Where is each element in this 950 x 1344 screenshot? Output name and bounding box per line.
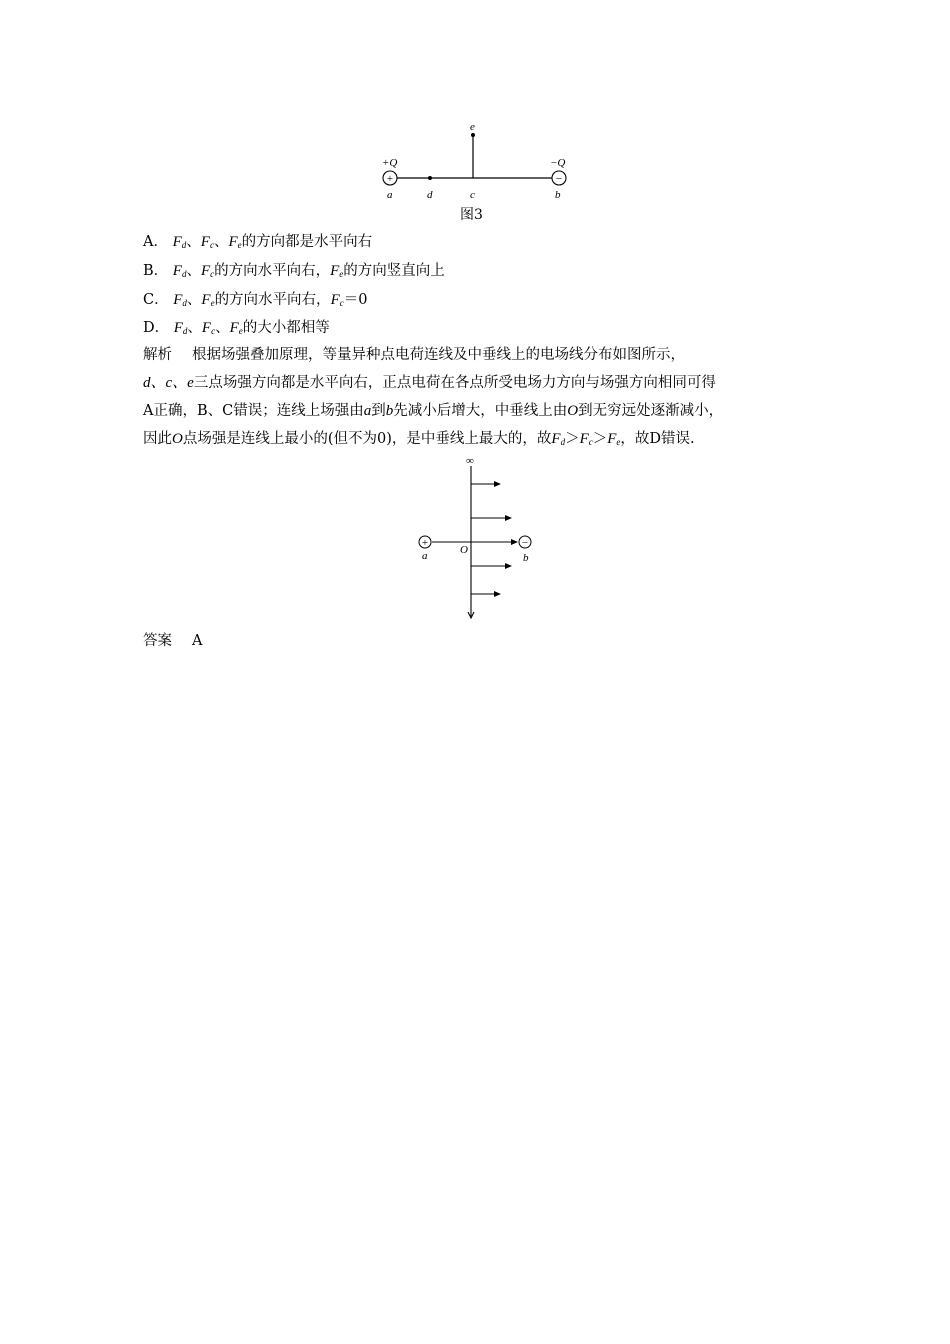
point-e	[471, 133, 475, 137]
option-d: D． $F_d$、$F_c$、$F_e$的大小都相等	[143, 320, 330, 336]
figure-caption: 图3	[460, 207, 483, 223]
label-b: b	[555, 189, 561, 201]
positive-sign: +	[421, 537, 429, 549]
label-e: e	[470, 121, 475, 133]
option-b-label: B．	[143, 263, 169, 279]
analysis-line-1: 解析 根据场强叠加原理，等量异种点电荷连线及中垂线上的电场线分布如图所示，	[143, 347, 685, 363]
label-c: c	[470, 189, 475, 201]
label-a: a	[387, 189, 393, 201]
analysis-line-3: A正确，B、C错误；连线上场强由a到b先减小后增大，中垂线上由O到无穷远处逐渐减小，	[143, 403, 724, 419]
option-d-label: D．	[143, 320, 170, 336]
option-c: C． $F_d$、$F_e$的方向水平向右，$F_c=0$	[143, 292, 368, 308]
option-c-text: 的方向水平向右，	[214, 292, 331, 308]
analysis-line-2: d、c、e三点场强方向都是水平向右，正点电荷在各点所受电场力方向与场强方向相同可得	[143, 375, 716, 391]
field-lines-diagram	[412, 452, 542, 622]
label-o: O	[460, 544, 468, 556]
label-a: a	[422, 550, 428, 562]
positive-sign: +	[386, 173, 394, 185]
figure-3-diagram	[370, 118, 590, 202]
negative-sign: −	[555, 173, 563, 185]
label-b: b	[523, 552, 529, 564]
negative-sign: −	[521, 537, 529, 549]
answer-line	[143, 631, 202, 651]
analysis-heading: 解析	[143, 347, 172, 363]
analysis-line-4: 因此O点场强是连线上最小的(但不为0)，是中垂线上最大的，故$F_d>F_c>F_e$，故D错误.	[143, 431, 695, 447]
option-d-text: 的大小都相等	[242, 320, 330, 336]
answer-value: A	[192, 633, 203, 649]
option-b: B． $F_d$、$F_c$的方向水平向右，$F_e$的方向竖直向上	[143, 263, 445, 279]
option-a-text: 的方向都是水平向右	[241, 234, 373, 250]
option-a: A． $F_d$、$F_c$、$F_e$的方向都是水平向右	[143, 234, 373, 250]
label-d: d	[427, 189, 433, 201]
answer-heading: 答案	[143, 633, 172, 649]
infinity-label: ∞	[466, 455, 474, 467]
option-c-label: C．	[143, 292, 169, 308]
option-b-text: 的方向水平向右，	[214, 263, 331, 279]
label-minus-q: −Q	[550, 157, 566, 169]
label-plus-q: +Q	[382, 157, 398, 169]
option-a-label: A．	[143, 234, 168, 250]
point-d	[428, 176, 432, 180]
